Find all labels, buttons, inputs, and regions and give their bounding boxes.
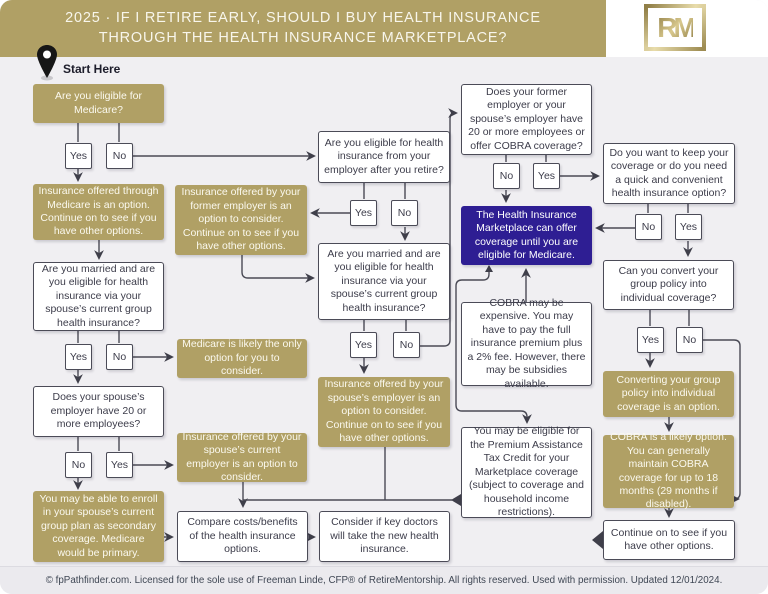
node-key-doctors: Consider if key doctors will take the new health insurance.: [319, 511, 450, 562]
yn-convert-yes: Yes: [637, 327, 664, 353]
node-spouse-current-employer-option: Insurance offered by your spouse’s current employer is an option to consider.: [177, 433, 307, 482]
node-cobra-likely: COBRA is a likely option. You can generally maintain COBRA coverage for up to 18 months (29 months if disabled).: [603, 435, 734, 508]
node-continue-options: Continue on to see if you have other options.: [603, 520, 735, 560]
page-title-line2: THROUGH THE HEALTH INSURANCE MARKETPLACE?: [98, 29, 508, 46]
yn-married-left-yes: Yes: [65, 344, 92, 370]
node-marketplace: The Health Insurance Marketplace can offer coverage until you are eligible for Medicare.: [461, 206, 592, 265]
node-premium-tax-credit: You may be eligible for the Premium Assistance Tax Credit for your Marketplace coverage (subject to coverage and household income restrictions).: [461, 427, 592, 518]
yn-keep-yes: Yes: [675, 214, 702, 240]
node-former-employer-option: Insurance offered by your former employer is an option to consider. Continue on to see if you have other options.: [175, 185, 307, 255]
footer-bar: [0, 566, 768, 594]
node-medicare-only: Medicare is likely the only option for you to consider.: [177, 339, 307, 378]
node-married-spouse-left: Are you married and are you eligible for health insurance via your spouse’s current group health insurance?: [33, 262, 164, 331]
node-employer-after-retire: Are you eligible for health insurance from your employer after you retire?: [318, 131, 450, 183]
yn-medicare-no: No: [106, 143, 133, 169]
node-medicare-option: Insurance offered through Medicare is an option. Continue on to see if you have other options.: [33, 184, 164, 240]
brand-logo: [644, 4, 706, 51]
footer-text: © fpPathfinder.com. Licensed for the sole use of Freeman Linde, CFP® of RetireMentorship. All rights reserved. Used with permission. Updated 12/01/2024.: [45, 575, 723, 586]
brand-logo-text: RM: [657, 11, 693, 43]
node-spouse-employer-20: Does your spouse’s employer have 20 or more employees?: [33, 386, 164, 437]
node-convert-policy: Can you convert your group policy into individual coverage?: [603, 260, 734, 310]
node-eligible-medicare: Are you eligible for Medicare?: [33, 84, 164, 123]
yn-keep-no: No: [635, 214, 662, 240]
yn-spouse20-yes: Yes: [106, 452, 133, 478]
node-spouse-employer-option-continue: Insurance offered by your spouse’s employer is an option to consider. Continue on to see if you have other options.: [318, 377, 450, 447]
node-cobra-expensive: COBRA may be expensive. You may have to pay the full insurance premium plus a 2% fee. However, there may be subsidies available.: [461, 302, 592, 386]
node-keep-coverage: Do you want to keep your coverage or do you need a quick and convenient health insurance option?: [603, 143, 735, 204]
yn-cobra20-no: No: [493, 163, 520, 189]
node-compare-costs: Compare costs/benefits of the health insurance options.: [177, 511, 308, 562]
start-pin-icon: [36, 44, 60, 82]
node-former-employer-20-cobra: Does your former employer or your spouse’s employer have 20 or more employees or offer COBRA coverage?: [461, 84, 592, 155]
yn-cobra20-yes: Yes: [533, 163, 560, 189]
page-title: [0, 9, 606, 48]
yn-convert-no: No: [676, 327, 703, 353]
start-here-label: Start Here: [63, 62, 121, 76]
yn-married-center-no: No: [393, 332, 420, 358]
yn-employer-retire-no: No: [391, 200, 418, 226]
yn-employer-retire-yes: Yes: [350, 200, 377, 226]
yn-married-left-no: No: [106, 344, 133, 370]
node-secondary-coverage: You may be able to enroll in your spouse’s current group plan as secondary coverage. Medicare would be primary.: [33, 491, 164, 562]
node-convert-option: Converting your group policy into individual coverage is an option.: [603, 371, 734, 417]
yn-married-center-yes: Yes: [350, 332, 377, 358]
page-title-line1: 2025 · IF I RETIRE EARLY, SHOULD I BUY HEALTH INSURANCE: [65, 10, 541, 26]
node-married-spouse-center: Are you married and are you eligible for health insurance via your spouse’s current group health insurance?: [318, 243, 450, 320]
yn-medicare-yes: Yes: [65, 143, 92, 169]
yn-spouse20-no: No: [65, 452, 92, 478]
